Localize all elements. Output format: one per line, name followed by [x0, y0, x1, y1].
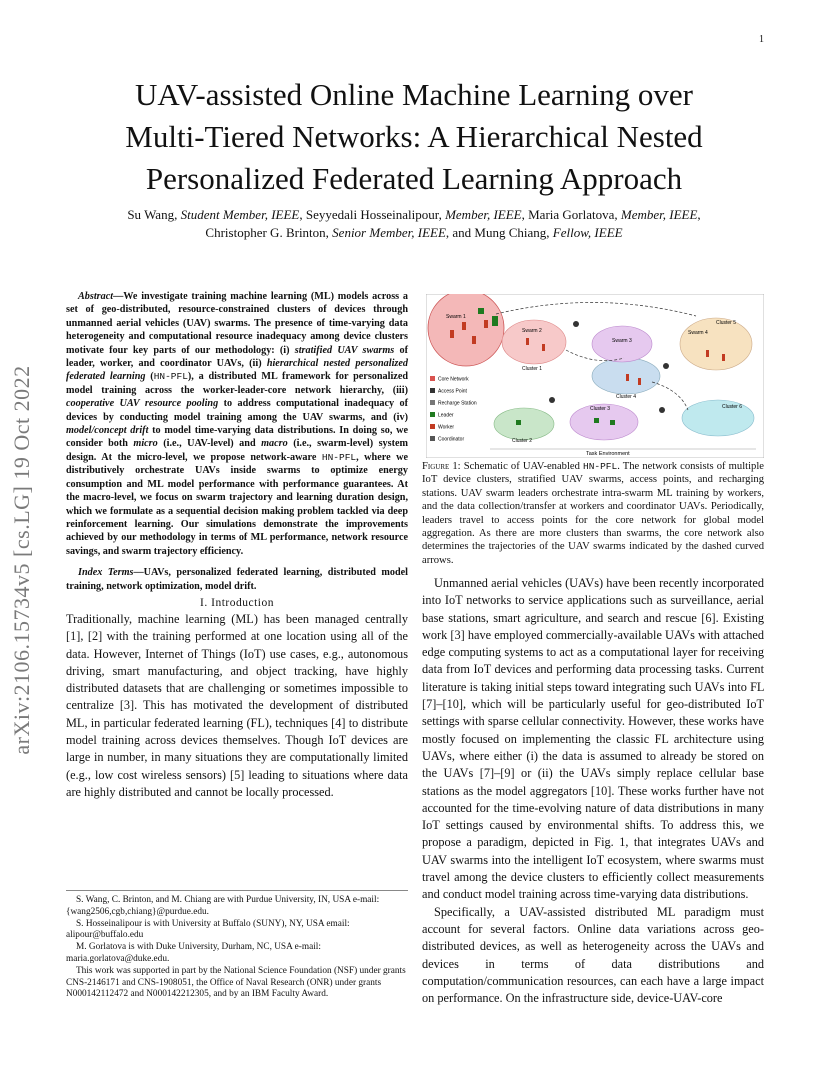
swarm-label: Swarm 2: [522, 328, 542, 334]
footnote: S. Hosseinalipour is with University at Buffalo (SUNY), NY, USA email: alipour@buffalo.edu: [66, 918, 350, 941]
author-list: [70, 206, 758, 242]
abstract-emph: stratified UAV swarms: [294, 344, 395, 356]
citation-link[interactable]: [4]: [331, 715, 346, 730]
cluster-label: Cluster 1: [522, 366, 543, 372]
citation-link[interactable]: [2]: [87, 629, 103, 644]
citation-link[interactable]: [7]: [422, 697, 437, 712]
author-role: Senior Member, IEEE: [332, 225, 446, 240]
arxiv-id: arXiv:2106.15734v5 [cs.LG] 19 Oct 2022: [9, 365, 34, 755]
abstract-text: to address computational inadequacy of devices by conducting model training among the UAV swarms, and (iv): [66, 398, 408, 423]
body-text: , which will be particularly useful for geo-distributed IoT settings with sparse cellular connectivity. However, these works have mostly focused on implementing the classic FL architecture using UAVs, where either (i) the data is assumed to already be stored on the UAVs: [422, 697, 764, 781]
intro-paragraph: Specifically, a UAV-assisted distributed ML paradigm must account for several factors. Online data variations across geo-distributed devices, as well as heterogeneity across the UAVs and devices in terms of data distributions and computation/communication resources, can each have a large impact on performance. On the infrastructure side, device-UAV-core: [422, 904, 764, 1006]
cluster-2-region: [494, 408, 554, 440]
title-line: UAV-assisted Online Machine Learning over: [135, 77, 693, 112]
abstract-code: HN-PFL: [153, 371, 188, 383]
citation-link[interactable]: [10]: [590, 783, 612, 798]
abstract-text: ), a distributed ML framework for personalized model training across the worker-leader-core network hierarchy, (iii): [66, 371, 409, 396]
body-text: , that integrates UAVs and UAV swarms into the intelligent IoT ecosystem, where swarms must travel among the device clusters to efficiently collect measurements and conduct model training across time-varying data distributions.: [422, 835, 764, 902]
cluster-label: Cluster 5: [716, 320, 737, 326]
citation-link[interactable]: [5]: [230, 767, 245, 782]
title-line: Personalized Federated Learning Approach: [145, 161, 683, 196]
author-name: , Seyyedali Hosseinalipour,: [299, 207, 446, 222]
abstract-text: of leader, worker, and coordinator UAVs, (ii): [66, 344, 408, 370]
abstract-emph: model/concept drift: [66, 425, 149, 437]
body-text: to distribute model training across devices themselves. Though IoT devices are large in number, in many situations they are computationally limited (e.g., low cost wireless sensors): [66, 715, 408, 782]
body-text: . These works further have not accounted for the time-evolving nature of data distributions in many IoT settings caused by environmental shifts. To address this, we propose a paradigm, depicted in Fig.: [422, 783, 764, 850]
abstract-label: Abstract: [78, 291, 114, 302]
body-text: or (ii) the UAVs simply replace cellular base stations as the model aggregators: [422, 766, 764, 798]
svg-text:Core Network: Core Network: [438, 376, 469, 383]
page-number: 1: [759, 34, 764, 45]
cluster-label: Cluster 3: [590, 406, 611, 412]
author-name: Christopher G. Brinton,: [205, 225, 333, 240]
abstract-text: —We investigate training machine learning (ML) models across a set of geo-distributed, resource-constrained clusters of devices through unmanned aerial vehicles (UAV) swarms. The presence of time-varying data heterogeneity and computational resource inadequacy among device clusters motivate four key parts of our methodology: (i): [66, 291, 408, 356]
figure-ref-link[interactable]: 1: [619, 835, 626, 850]
swarm-3-region: [592, 326, 652, 362]
author-name: Su Wang,: [127, 207, 181, 222]
svg-text:Coordinator: Coordinator: [438, 436, 465, 443]
cluster-1-region: [502, 320, 566, 364]
author-punct: ,: [697, 207, 701, 222]
abstract-text: to model time-varying data distributions. In doing so, we consider both: [66, 425, 408, 450]
body-text: Unmanned aerial vehicles (UAVs) have been recently incorporated into IoT networks to service applications such as surveillance, aerial base stations, smart agriculture, and search and rescue: [422, 576, 764, 625]
index-terms-label: Index Terms: [78, 567, 134, 579]
footnote: S. Wang, C. Brinton, and M. Chiang are with Purdue University, IN, USA e-mail: {wang2506,cgb,chiang}@purdue.edu.: [66, 895, 380, 917]
abstract-text: (i.e., swarm-level) system design. At the micro-level, we propose network-aware: [66, 438, 408, 463]
cluster-6-region: [682, 400, 754, 436]
citation-link[interactable]: [1]: [66, 629, 81, 644]
svg-text:Worker: Worker: [438, 424, 455, 431]
left-column: [66, 290, 408, 801]
abstract-emph: hierarchical nested personalized federated learning: [66, 358, 408, 383]
section-heading: I. Introduction: [200, 596, 274, 609]
citation-link[interactable]: [9]: [500, 766, 515, 781]
author-role: Fellow, IEEE: [552, 225, 623, 240]
cluster-label: Cluster 6: [722, 404, 743, 410]
caption-label: Figure 1: [422, 461, 458, 472]
abstract-text: (i.e., UAV-level) and: [157, 438, 262, 450]
abstract-emph: cooperative UAV resource pooling: [66, 398, 219, 410]
body-text: leading to situations where data are highly distributed and cannot be locally processed.: [66, 767, 408, 799]
author-name: , and Mung Chiang,: [445, 225, 553, 240]
citation-link[interactable]: [7]: [479, 766, 495, 781]
caption-text: . The network consists of multiple IoT device clusters, stratified UAV swarms, access points, and recharging stations. UAV swarm leaders orchestrate intra-swarm ML training by workers, and the data collection/transfer at workers and coordinator UAVs. Periodically, leaders travel to access points for the core network for global model aggregation. As there are more clusters than swarms, the core network also determines the trajectories of the UAV swarms indicated by the dashed curved arrows.: [422, 461, 764, 566]
index-terms: [66, 566, 408, 593]
footnote: M. Gorlatova is with Duke University, Durham, NC, USA e-mail: maria.gorlatova@duke.edu.: [66, 942, 321, 964]
citation-link[interactable]: [3]: [119, 698, 135, 713]
body-text: –: [436, 697, 443, 712]
footnote: This work was supported in part by the National Science Foundation (NSF) under grants CNS-2146171 and CNS-1908051, the Office of Naval Research (ONR) under grants N000142112472 and N000142212305, and by an IBM Faculty Award.: [66, 965, 406, 1000]
caption-code: HN-PFL: [583, 461, 618, 472]
citation-link[interactable]: [6]: [701, 610, 716, 625]
body-text: Traditionally, machine learning (ML) has been managed centrally: [66, 611, 408, 626]
body-text: have employed commercially-available UAVs with attached edge computing systems to act as a computational layer for receiving data from IoT devices and performing data processing tasks. Current literature is taking initial steps toward integrating such UAVs into FL: [422, 627, 764, 694]
author-line-1: [70, 206, 758, 224]
intro-paragraph: [66, 611, 408, 801]
abstract: [66, 290, 408, 558]
environment-label: Task Environment: [586, 451, 630, 457]
body-text: –: [494, 766, 501, 781]
body-text: . Existing work: [422, 610, 765, 642]
abstract-emph: macro: [261, 438, 288, 450]
cluster-label: Cluster 4: [616, 394, 637, 400]
author-name: , Maria Gorlatova,: [521, 207, 621, 222]
paper-title: [70, 74, 758, 200]
intro-paragraph: [422, 575, 764, 904]
abstract-text: , where we distributively orchestrate UAVs inside swarms to optimize energy consumption and ML model performance with performance guarantees. At the macro-level, we focus on swarm trajectory and learning duration design, which we formulate as a sequential decision making problem tackled via deep reinforcement learning. Our simulations demonstrate the improvements achieved by our methodology in terms of ML performance, network resource savings, and swarm trajectory efficiency.: [66, 451, 408, 557]
abstract-emph: micro: [133, 438, 158, 450]
swarm-label: Swarm 3: [612, 338, 632, 344]
abstract-code: HN-PFL: [321, 451, 357, 463]
figure-caption: [422, 460, 764, 567]
citation-link[interactable]: [10]: [442, 697, 463, 712]
footnotes: [66, 890, 408, 1001]
swarm-label: Swarm 1: [446, 314, 466, 320]
body-text: ,: [80, 629, 88, 644]
index-terms-text: —UAVs, personalized federated learning, distributed model training, network optimization, model drift.: [66, 567, 408, 592]
title-line: Multi-Tiered Networks: A Hierarchical Nested: [125, 119, 703, 154]
svg-text:Recharge Station: Recharge Station: [438, 400, 477, 407]
cluster-label: Cluster 2: [512, 438, 533, 444]
right-column-body: [422, 575, 764, 1007]
svg-text:Access Point: Access Point: [438, 388, 467, 395]
body-text: . This has motivated the development of distributed ML, in particular federated learning (FL), techniques: [66, 698, 408, 730]
svg-text:Leader: Leader: [438, 412, 454, 419]
author-role: Member, IEEE: [620, 207, 698, 222]
citation-link[interactable]: [3]: [450, 627, 465, 642]
body-text: with the training performed at one location using all of the data. However, Internet of Things (IoT) use cases, e.g., autonomous driving, smart manufacturing, and object tracking, have highly distributed datasets that are challenging or sometimes impossible to centralize: [66, 629, 408, 713]
author-role: Student Member, IEEE: [180, 207, 300, 222]
author-role: Member, IEEE: [445, 207, 522, 222]
figure-1-schematic: [426, 294, 764, 458]
author-line-2: [70, 224, 758, 242]
swarm-label: Swarm 4: [688, 330, 708, 336]
caption-text: : Schematic of UAV-enabled: [457, 461, 583, 472]
abstract-text: (: [145, 371, 154, 383]
